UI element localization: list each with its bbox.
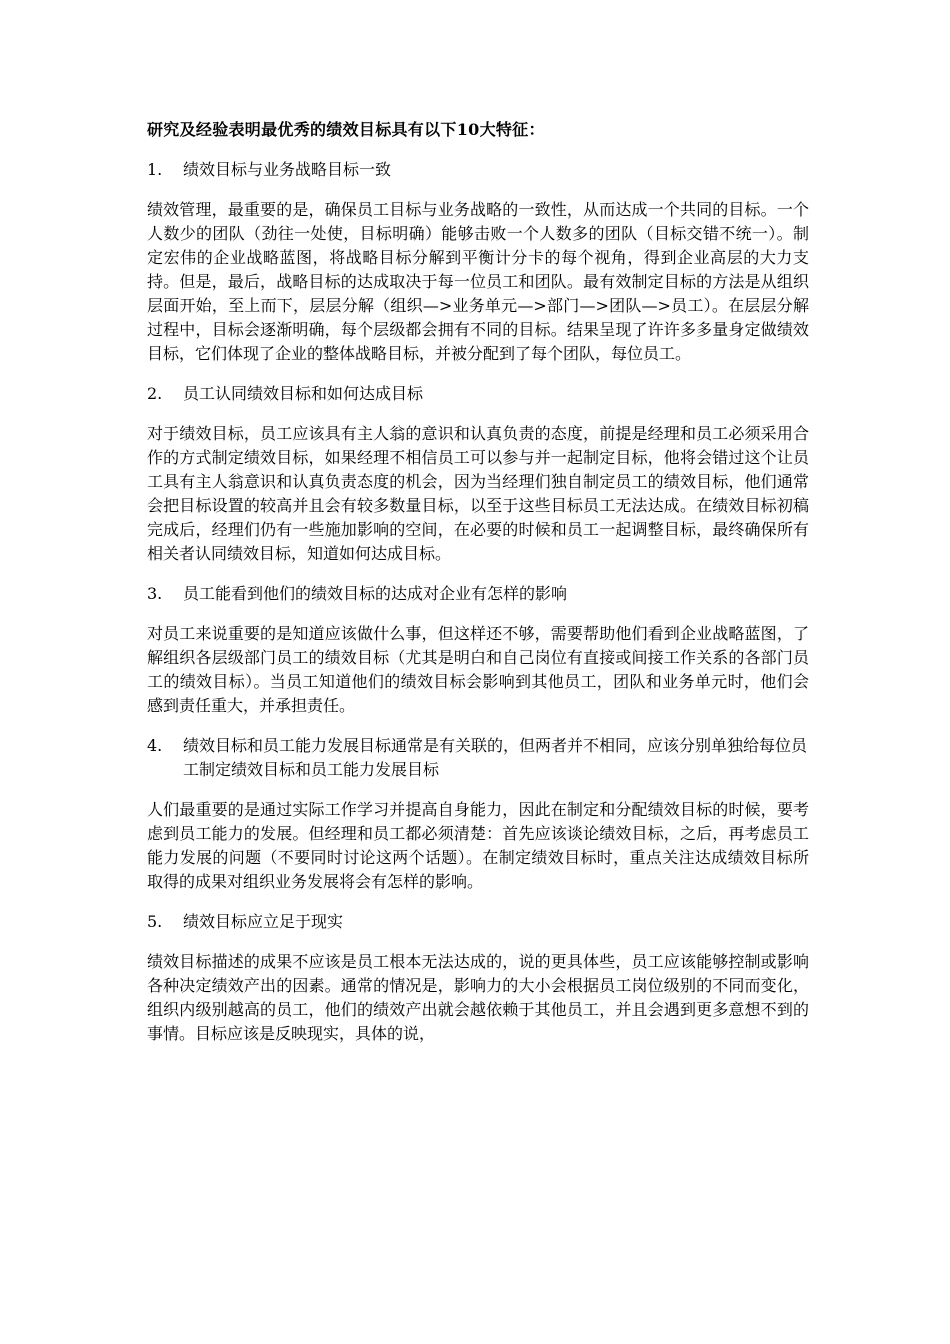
document-title: 研究及经验表明最优秀的绩效目标具有以下10大特征：	[147, 120, 545, 139]
section-heading-text: 绩效目标和员工能力发展目标通常是有关联的，但两者并不相同，应该分别单独给每位员工制定绩效目标和员工能力发展目标	[183, 736, 808, 779]
section-number: 2.	[147, 384, 163, 403]
section-heading-text: 员工能看到他们的绩效目标的达成对企业有怎样的影响	[183, 584, 568, 603]
section-heading	[147, 382, 809, 406]
section-3	[147, 582, 809, 718]
section-heading	[147, 158, 809, 182]
section-number: 4.	[147, 736, 163, 755]
section-heading	[147, 910, 809, 934]
section-heading	[147, 734, 809, 782]
section-2	[147, 382, 809, 566]
section-body: 对员工来说重要的是知道应该做什么事，但这样还不够，需要帮助他们看到企业战略蓝图，了解组织各层级部门员工的绩效目标（尤其是明白和自己岗位有直接或间接工作关系的各部门员工的绩效目标）。当员工知道他们的绩效目标会影响到其他员工，团队和业务单元时，他们会感到责任重大，并承担责任。	[147, 624, 809, 715]
section-number: 1.	[147, 160, 163, 179]
section-number: 3.	[147, 584, 163, 603]
section-5	[147, 910, 809, 1046]
section-body: 对于绩效目标，员工应该具有主人翁的意识和认真负责的态度，前提是经理和员工必须采用合作的方式制定绩效目标，如果经理不相信员工可以参与并一起制定目标，他将会错过这个让员工具有主人翁意识和认真负责态度的机会，因为当经理们独自制定员工的绩效目标，他们通常会把目标设置的较高并且会有较多数量目标，以至于这些目标员工无法达成。在绩效目标初稿完成后，经理们仍有一些施加影响的空间，在必要的时候和员工一起调整目标，最终确保所有相关者认同绩效目标，知道如何达成目标。	[147, 424, 809, 563]
document-page	[147, 118, 809, 1062]
section-heading	[147, 582, 809, 606]
section-1	[147, 158, 809, 366]
section-number: 5.	[147, 912, 163, 931]
section-body: 人们最重要的是通过实际工作学习并提高自身能力，因此在制定和分配绩效目标的时候，要考虑到员工能力的发展。但经理和员工都必须清楚：首先应该谈论绩效目标，之后，再考虑员工能力发展的问题（不要同时讨论这两个话题）。在制定绩效目标时，重点关注达成绩效目标所取得的成果对组织业务发展将会有怎样的影响。	[147, 800, 809, 891]
section-heading-text: 员工认同绩效目标和如何达成目标	[183, 384, 424, 403]
section-4	[147, 734, 809, 894]
section-body: 绩效目标描述的成果不应该是员工根本无法达成的，说的更具体些，员工应该能够控制或影响各种决定绩效产出的因素。通常的情况是，影响力的大小会根据员工岗位级别的不同而变化，组织内级别越高的员工，他们的绩效产出就会越依赖于其他员工，并且会遇到更多意想不到的事情。目标应该是反映现实，具体的说，	[147, 952, 809, 1043]
section-body: 绩效管理，最重要的是，确保员工目标与业务战略的一致性，从而达成一个共同的目标。一个人数少的团队（劲往一处使，目标明确）能够击败一个人数多的团队（目标交错不统一）。制定宏伟的企业战略蓝图，将战略目标分解到平衡计分卡的每个视角，得到企业高层的大力支持。但是，最后，战略目标的达成取决于每一位员工和团队。最有效制定目标的方法是从组织层面开始，至上而下，层层分解（组织—>业务单元—>部门—>团队—>员工）。在层层分解过程中，目标会逐渐明确，每个层级都会拥有不同的目标。结果呈现了许许多多量身定做绩效目标，它们体现了企业的整体战略目标，并被分配到了每个团队，每位员工。	[147, 200, 809, 363]
section-heading-text: 绩效目标应立足于现实	[183, 912, 344, 931]
section-heading-text: 绩效目标与业务战略目标一致	[183, 160, 392, 179]
